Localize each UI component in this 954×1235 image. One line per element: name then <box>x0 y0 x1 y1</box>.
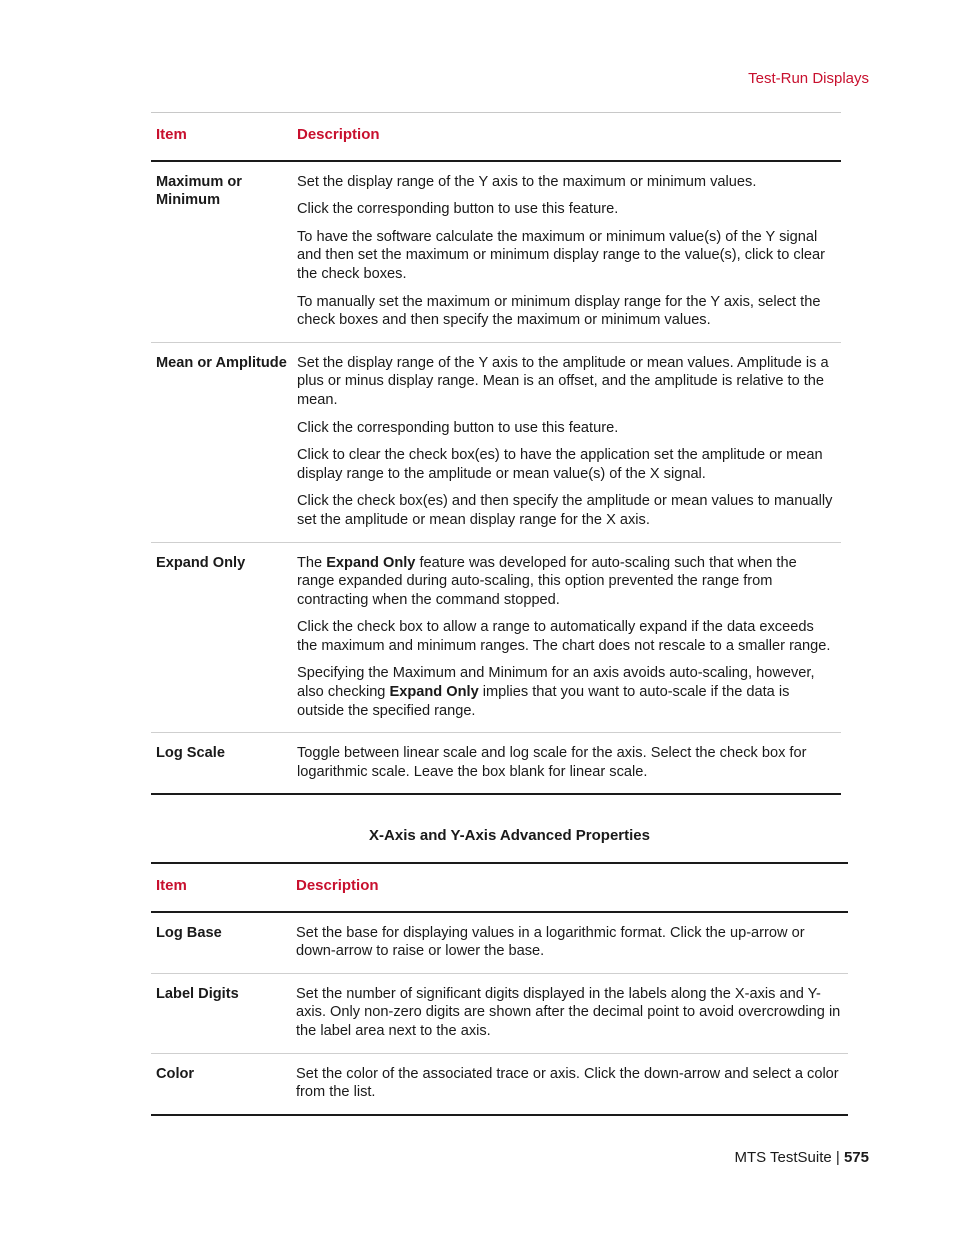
item-cell: Expand Only <box>151 542 292 733</box>
item-cell: Mean or Amplitude <box>151 342 292 542</box>
text-run: feature was developed for auto-scaling such that when the range expanded during auto-scaling, this option prevented the range from contracting when the command stopped. <box>297 554 797 608</box>
column-header-description: Description <box>292 113 841 161</box>
table-row <box>151 973 848 1053</box>
description-cell <box>292 542 841 733</box>
column-header-item: Item <box>151 113 292 161</box>
description-paragraph: Click the check box to allow a range to automatically expand if the data exceeds the maximum and minimum ranges. The chart does not rescale to a smaller range. <box>297 619 831 654</box>
description-paragraph: To manually set the maximum or minimum display range for the Y axis, select the check boxes and then specify the maximum or minimum values. <box>297 293 821 329</box>
page-number: 575 <box>843 1149 869 1166</box>
text-run: implies that you want to auto-scale if the data is outside the specified range. <box>297 684 790 719</box>
running-header: Test-Run Displays <box>748 70 869 87</box>
table-row <box>151 342 841 542</box>
table-row <box>151 161 841 343</box>
table-header-row <box>151 113 841 161</box>
table-row <box>151 912 848 974</box>
description-cell: Set the color of the associated trace or axis. Click the down-arrow and select a color from the list. <box>291 1053 848 1115</box>
description-cell: Set the base for displaying values in a logarithmic format. Click the up-arrow or down-arrow to raise or lower the base. <box>291 912 848 974</box>
description-paragraph <box>297 554 836 610</box>
description-paragraph: Set the display range of the Y axis to the amplitude or mean values. Amplitude is a plus or minus display range. Mean is an offset, and the amplitude is relative to the mean. <box>297 354 829 408</box>
footer-product-name: MTS TestSuite | <box>734 1149 844 1166</box>
properties-table <box>151 112 841 795</box>
page-footer <box>734 1149 869 1168</box>
text-run: The <box>297 554 327 571</box>
description-paragraph: Click to clear the check box(es) to have the application set the amplitude or mean display range to the amplitude or mean value(s) of the X signal. <box>297 447 823 482</box>
table-row <box>151 542 841 733</box>
description-cell <box>292 342 841 542</box>
text-run: Specifying the Maximum and Minimum for an axis avoids auto-scaling, however, also checking <box>297 665 815 701</box>
description-paragraph <box>297 664 836 720</box>
table-header-row <box>151 863 848 912</box>
advanced-properties-table <box>151 862 848 1116</box>
description-paragraph: Set the display range of the Y axis to the maximum or minimum values. <box>297 173 757 190</box>
item-cell: Log Scale <box>151 733 292 795</box>
description-cell: Set the number of significant digits displayed in the labels along the X-axis and Y-axis. Only non-zero digits are shown after the decimal point to avoid overcrowding in the label area next to the axis. <box>291 973 848 1053</box>
description-paragraph: Click the check box(es) and then specify the amplitude or mean values to manually set the amplitude or mean display range for the X axis. <box>297 493 833 528</box>
bold-term: Expand Only <box>326 554 416 571</box>
column-header-item: Item <box>151 863 291 912</box>
item-cell: Log Base <box>151 912 291 974</box>
column-header-description: Description <box>291 863 848 912</box>
table-caption: X-Axis and Y-Axis Advanced Properties <box>369 827 650 844</box>
description-cell <box>292 733 841 795</box>
item-cell: Label Digits <box>151 973 291 1053</box>
description-paragraph: Toggle between linear scale and log scale for the axis. Select the check box for logarithmic scale. Leave the box blank for linear scale. <box>297 745 807 780</box>
table-row <box>151 1053 848 1115</box>
description-paragraph: Click the corresponding button to use this feature. <box>297 201 619 218</box>
table-row <box>151 733 841 795</box>
item-cell: Maximum or Minimum <box>151 161 292 343</box>
bold-term: Expand Only <box>389 684 479 701</box>
description-cell <box>292 161 841 343</box>
description-paragraph: To have the software calculate the maximum or minimum value(s) of the Y signal and then set the maximum or minimum display range to the value(s), click to clear the check boxes. <box>297 228 826 282</box>
item-cell: Color <box>151 1053 291 1115</box>
description-paragraph: Click the corresponding button to use this feature. <box>297 419 619 436</box>
